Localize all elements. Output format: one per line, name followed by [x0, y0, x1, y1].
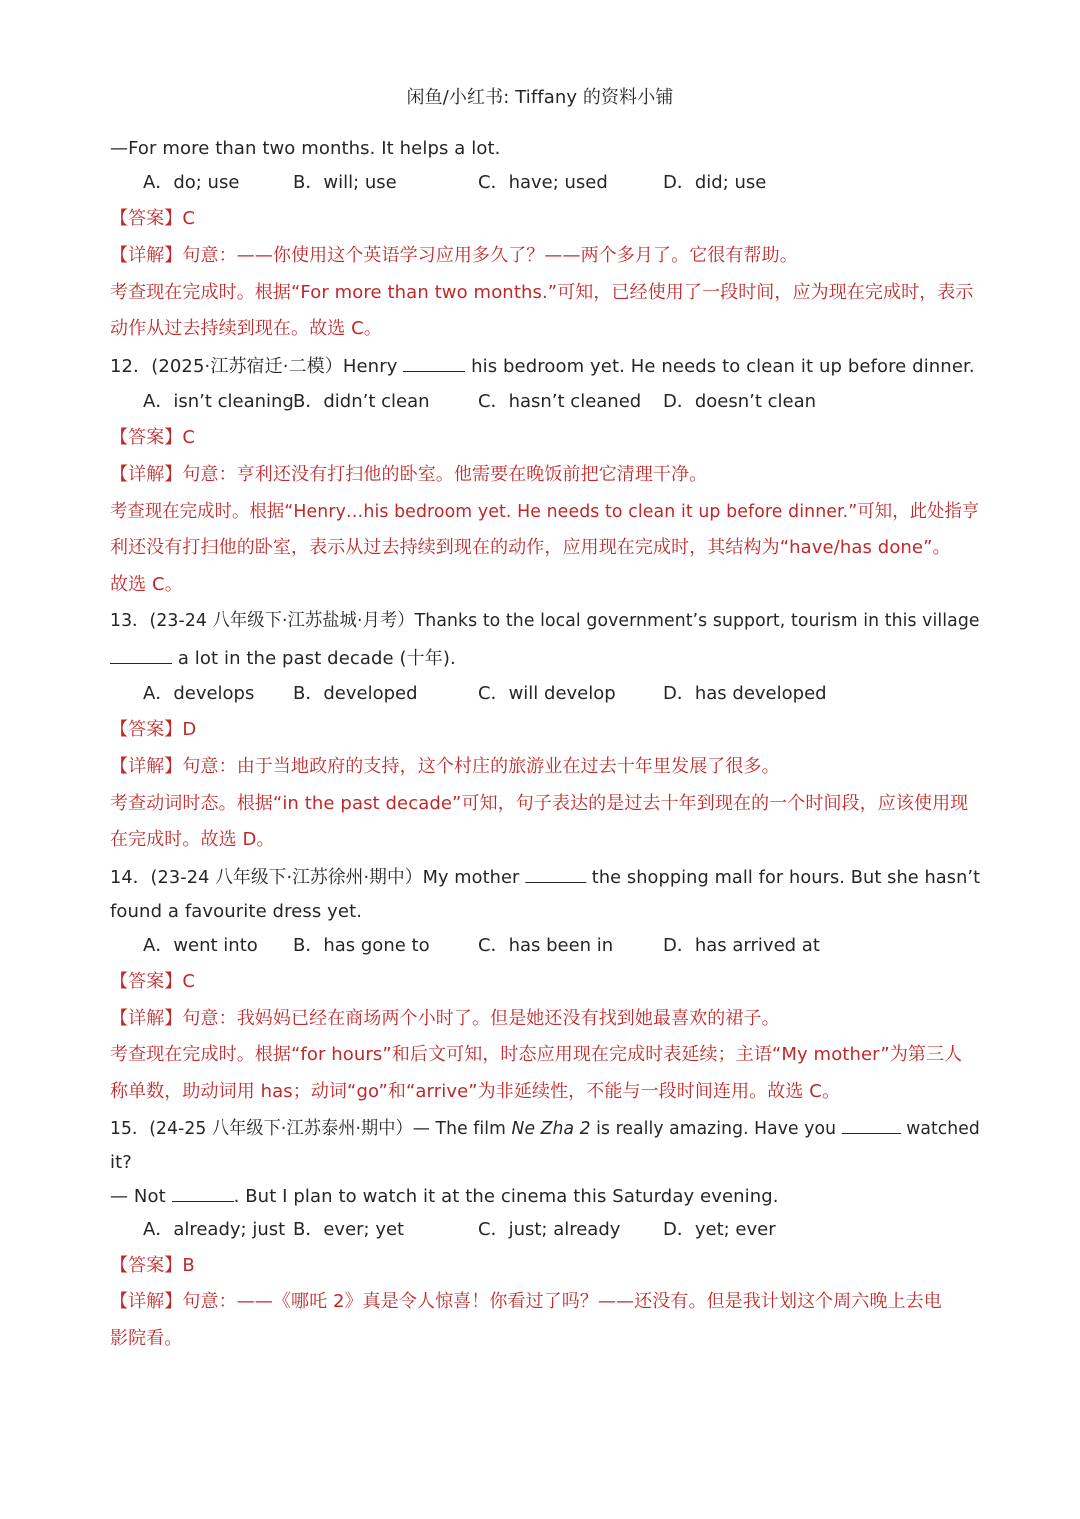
detail-label: 【详解】: [110, 1291, 183, 1312]
detail-text: 句意：——你使用这个英语学习应用多久了？——两个多月了。它很有帮助。: [182, 245, 798, 266]
q14-answer: 【答案】C: [110, 971, 196, 992]
q13-stem-line-1: 13．(23-24 八年级下·江苏盐城·月考）Thanks to the local government’s support, tourism in this village: [110, 610, 980, 631]
q15-detail-line-2: 影院看。: [110, 1328, 183, 1349]
q12-detail-line-1: [110, 463, 707, 487]
detail-text: 句意：——《哪吒 2》真是令人惊喜！你看过了吗？——还没有。但是我计划这个周六晚上去电: [182, 1291, 942, 1312]
q14-detail-line-2: 考查现在完成时。根据“for hours”和后文可知，时态应用现在完成时表延续；主语“My mother”为第三人: [110, 1044, 963, 1065]
detail-text: 句意：由于当地政府的支持，这个村庄的旅游业在过去十年里发展了很多。: [182, 756, 780, 777]
q12-option-b: B．didn’t clean: [293, 391, 430, 412]
detail-text: 句意：我妈妈已经在商场两个小时了。但是她还没有找到她最喜欢的裙子。: [182, 1008, 780, 1029]
detail-label: 【详解】: [110, 245, 183, 266]
q13-blank: [110, 646, 172, 664]
q11-option-c: C．have; used: [478, 172, 608, 193]
q15-option-b: B．ever; yet: [293, 1219, 405, 1240]
q14-stem-line-1: [110, 865, 980, 890]
q11-option-d: D．did; use: [663, 172, 767, 193]
q15-film-title: Ne Zha 2: [511, 1118, 591, 1139]
q12-blank: [403, 354, 465, 372]
q12-option-d: D．doesn’t clean: [663, 391, 817, 412]
detail-label: 【详解】: [110, 756, 183, 777]
q13-option-b: B．developed: [293, 683, 418, 704]
q13-option-a: A．develops: [143, 683, 255, 704]
q13-detail-line-2: 考查动词时态。根据“in the past decade”可知，句子表达的是过去十年到现在的一个时间段，应该使用现: [110, 793, 969, 814]
q15-reply-suffix: . But I plan to watch it at the cinema this Saturday evening.: [233, 1186, 779, 1207]
q14-blank: [525, 865, 586, 883]
q13-detail-line-1: [110, 755, 780, 779]
q15-stem-line-2: it?: [110, 1152, 132, 1173]
q12-answer: 【答案】C: [110, 427, 196, 448]
q11-detail-line-1: [110, 244, 798, 268]
q14-option-c: C．has been in: [478, 935, 614, 956]
q12-stem-suffix: his bedroom yet. He needs to clean it up before dinner.: [465, 356, 975, 377]
q15-detail-line-1: [110, 1290, 942, 1314]
q14-stem-suffix: the shopping mall for hours. But she hasn’t: [586, 867, 981, 888]
q13-answer: 【答案】D: [110, 719, 197, 740]
q14-detail-line-1: [110, 1007, 780, 1031]
q11-option-b: B．will; use: [293, 172, 397, 193]
q15-blank-2: [172, 1184, 234, 1202]
q12-option-a: A．isn’t cleaning: [143, 391, 294, 412]
q15-stem-suffix: watched: [900, 1118, 980, 1139]
q15-option-a: A．already; just: [143, 1219, 286, 1240]
q12-detail-line-3: 利还没有打扫他的卧室，表示从过去持续到现在的动作，应用现在完成时，其结构为“have/has done”。: [110, 537, 951, 558]
q15-blank-1: [842, 1116, 901, 1134]
q12-stem-prefix: 12．(2025·江苏宿迁·二模）Henry: [110, 356, 404, 377]
q15-reply: [110, 1184, 779, 1209]
q11-detail-line-3: 动作从过去持续到现在。故选 C。: [110, 318, 382, 339]
q14-detail-line-3: 称单数，助动词用 has；动词“go”和“arrive”为非延续性，不能与一段时间连用。故选 C。: [110, 1081, 841, 1102]
q12-detail-line-4: 故选 C。: [110, 574, 183, 595]
q15-stem-prefix: 15．(24-25 八年级下·江苏泰州·期中）— The film: [110, 1118, 512, 1139]
q13-detail-line-3: 在完成时。故选 D。: [110, 829, 275, 850]
q14-option-a: A．went into: [143, 935, 258, 956]
q14-stem-line-2: found a favourite dress yet.: [110, 901, 363, 922]
q13-option-c: C．will develop: [478, 683, 616, 704]
q14-option-d: D．has arrived at: [663, 935, 820, 956]
q15-option-d: D．yet; ever: [663, 1219, 776, 1240]
q13-stem-suffix: a lot in the past decade (十年).: [172, 648, 456, 669]
q14-stem-prefix: 14．(23-24 八年级下·江苏徐州·期中）My mother: [110, 867, 526, 888]
q11-dialogue-reply: —For more than two months. It helps a lot.: [110, 138, 501, 159]
detail-label: 【详解】: [110, 1008, 183, 1029]
detail-label: 【详解】: [110, 464, 183, 485]
q12-stem: [110, 354, 975, 379]
q13-stem-line-2: [110, 646, 456, 671]
q15-answer: 【答案】B: [110, 1255, 195, 1276]
q12-option-c: C．hasn’t cleaned: [478, 391, 642, 412]
q15-stem-mid: is really amazing. Have you: [590, 1118, 842, 1139]
detail-text: 句意：亨利还没有打扫他的卧室。他需要在晚饭前把它清理干净。: [182, 464, 708, 485]
q15-reply-prefix: — Not: [110, 1186, 172, 1207]
q15-option-c: C．just; already: [478, 1219, 621, 1240]
q13-option-d: D．has developed: [663, 683, 827, 704]
q15-stem-line-1: [110, 1116, 980, 1141]
q11-answer: 【答案】C: [110, 208, 196, 229]
q14-option-b: B．has gone to: [293, 935, 430, 956]
q12-detail-line-2: 考查现在完成时。根据“Henry…his bedroom yet. He needs to clean it up before dinner.”可知，此处指亨: [110, 501, 980, 522]
q11-detail-line-2: 考查现在完成时。根据“For more than two months.”可知，已经使用了一段时间，应为现在完成时，表示: [110, 282, 974, 303]
q11-option-a: A．do; use: [143, 172, 240, 193]
page-header: 闲鱼/小红书: Tiffany 的资料小铺: [406, 87, 674, 108]
